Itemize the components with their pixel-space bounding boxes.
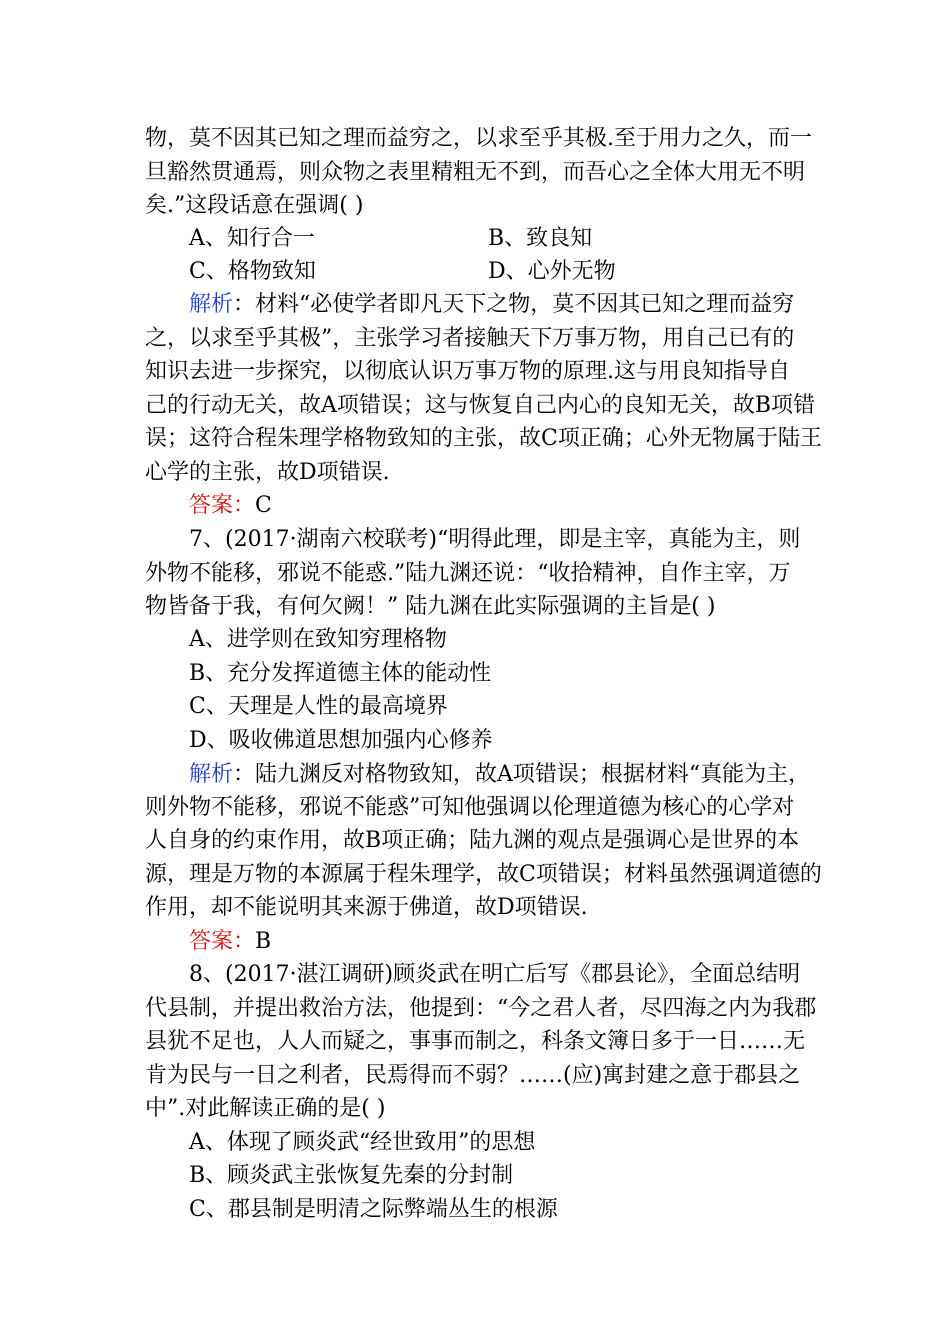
q7-stem-line-1: 7、(2017·湖南六校联考)“明得此理，即是主宰，真能为主，则 (189, 527, 801, 552)
q6-stem-line-1: 物，莫不因其已知之理而益穷之，以求至乎其极.至于用力之久，而一 (145, 126, 812, 151)
q7-analysis-line-3: 人自身的约束作用，故B项正确；陆九渊的观点是强调心是世界的本 (145, 828, 800, 853)
q7-answer-label: 答案： (189, 929, 256, 954)
q7-option-c: C、天理是人性的最高境界 (189, 694, 448, 719)
q6-analysis-label: 解析 (189, 292, 234, 317)
q7-analysis-line-5: 作用，却不能说明其来源于佛道，故D项错误. (145, 895, 588, 920)
q6-answer-label: 答案： (189, 493, 256, 518)
q8-stem-line-3: 县犹不足也，人人而疑之，事事而制之，科条文簿日多于一日……无 (145, 1029, 806, 1054)
q8-option-c: C、郡县制是明清之际弊端丛生的根源 (189, 1197, 558, 1222)
q7-analysis-line-1 (189, 760, 810, 790)
q7-analysis-line-2: 则外物不能移，邪说不能惑”可知他强调以伦理道德为核心的心学对 (145, 795, 795, 820)
q7-option-d: D、吸收佛道思想加强内心修养 (189, 728, 493, 753)
q6-option-d: D、心外无物 (488, 259, 616, 284)
q6-stem-line-3: 矣.”这段话意在强调( ) (145, 193, 364, 218)
q8-option-b: B、顾炎武主张恢复先秦的分封制 (189, 1163, 514, 1188)
q7-analysis-line-4: 源，理是万物的本源属于程朱理学，故C项错误；材料虽然强调道德的 (145, 862, 822, 887)
q6-option-a: A、知行合一 (189, 226, 315, 251)
q7-option-a: A、进学则在致知穷理格物 (189, 627, 447, 652)
q6-analysis-text: ：材料“必使学者即凡天下之物，莫不因其已知之理而益穷 (233, 292, 795, 317)
q7-analysis-text: ：陆九渊反对格物致知，故A项错误；根据材料“真能为主， (233, 762, 811, 787)
q8-option-a: A、体现了顾炎武“经世致用”的思想 (189, 1130, 536, 1155)
q8-stem-line-1: 8、(2017·湛江调研)顾炎武在明亡后写《郡县论》，全面总结明 (189, 962, 801, 987)
q7-stem-line-2: 外物不能移，邪说不能惑.”陆九渊还说：“收拾精神，自作主宰，万 (145, 561, 791, 586)
q7-answer (189, 927, 271, 957)
q6-analysis-line-2: 之，以求至乎其极”，主张学习者接触天下万事万物，用自己已有的 (145, 326, 795, 351)
q7-option-b: B、充分发挥道德主体的能动性 (189, 661, 492, 686)
q6-answer (189, 491, 272, 521)
q6-stem-line-2: 旦豁然贯通焉，则众物之表里精粗无不到，而吾心之全体大用无不明 (145, 160, 806, 185)
q7-answer-value: B (255, 929, 272, 954)
q6-analysis-line-4: 己的行动无关，故A项错误；这与恢复自己内心的良知无关，故B项错 (145, 393, 816, 418)
q8-stem-line-2: 代县制，并提出救治方法，他提到：“今之君人者，尽四海之内为我郡 (145, 996, 817, 1021)
q6-option-c: C、格物致知 (189, 259, 316, 284)
q6-analysis-line-6: 心学的主张，故D项错误. (145, 460, 390, 485)
q6-answer-value: C (255, 493, 272, 518)
q7-stem-line-3: 物皆备于我，有何欠阙！” 陆九渊在此实际强调的主旨是( ) (145, 594, 716, 619)
q6-analysis-line-3: 知识去进一步探究，以彻底认识万事万物的原理.这与用良知指导自 (145, 359, 790, 384)
q7-analysis-label: 解析 (189, 762, 234, 787)
q6-analysis-line-5: 误；这符合程朱理学格物致知的主张，故C项正确；心外无物属于陆王 (145, 426, 822, 451)
q8-stem-line-4: 肯为民与一日之利者，民焉得而不弱？……(应)寓封建之意于郡县之 (145, 1063, 801, 1088)
q8-stem-line-5: 中”.对此解读正确的是( ) (145, 1096, 386, 1121)
q6-option-b: B、致良知 (488, 226, 593, 251)
q6-analysis-line-1 (189, 290, 794, 320)
